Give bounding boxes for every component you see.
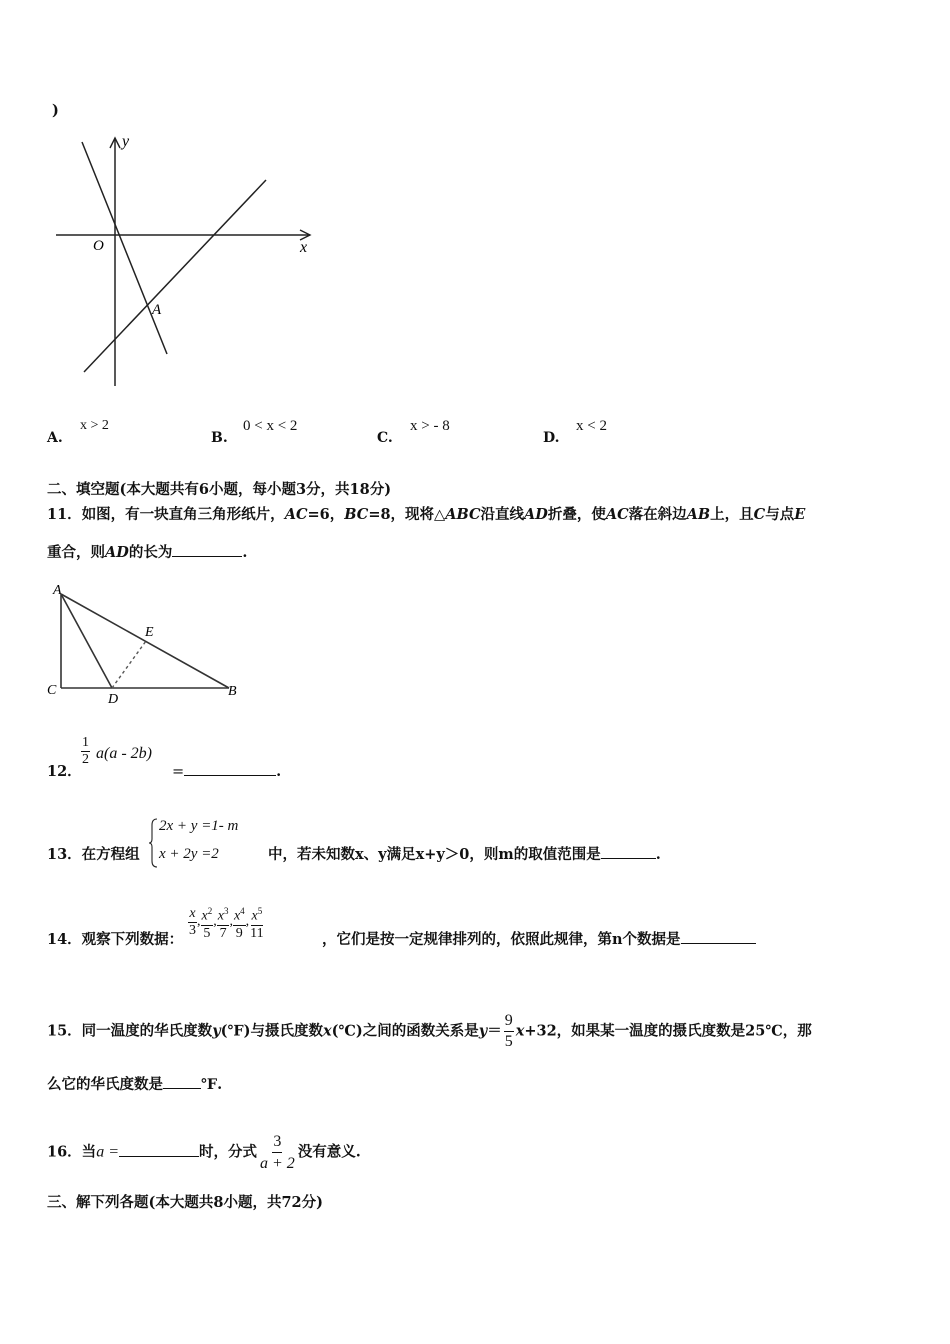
question-16-line: 16．当a = 时，分式 $\frac{3}{a + 2}$ 没有意义. bbox=[47, 1133, 361, 1172]
y-axis-label: y bbox=[122, 133, 130, 150]
answer-blank-15 bbox=[163, 1074, 201, 1089]
line-ascending bbox=[84, 180, 266, 372]
question-14-lead: 14．观察下列数据： bbox=[47, 931, 184, 948]
point-a-label: A bbox=[152, 302, 162, 318]
section3-heading: 三、解下列各题(本大题共8小题，共72分) bbox=[47, 1194, 323, 1211]
section2-heading: 二、填空题(本大题共有6小题，每小题3分，共18分) bbox=[47, 481, 392, 498]
question-12-expression: a(a - 2b) bbox=[96, 745, 152, 762]
term-2: $\frac{x^2}{5}$ bbox=[201, 903, 214, 942]
question-15-line2: 么它的华氏度数是 ℉. bbox=[47, 1076, 223, 1093]
question-12-number: 12． bbox=[47, 763, 82, 780]
term-3: $\frac{x^3}{7}$ bbox=[217, 903, 230, 942]
equation-1: 2x + y =1- m bbox=[159, 818, 239, 834]
x-axis-label: x bbox=[300, 239, 308, 256]
equation-2: x + 2y =2 bbox=[159, 846, 219, 862]
segment-de bbox=[112, 641, 146, 688]
question-11-line2: 重合，则AD的长为 . bbox=[47, 544, 248, 561]
system-brace-icon bbox=[149, 817, 159, 869]
answer-blank-14 bbox=[681, 929, 756, 944]
question-12-fraction: $\frac{1}{2}$ bbox=[82, 735, 89, 767]
option-a-expr: x > 2 bbox=[80, 418, 109, 433]
option-a-label: A. bbox=[47, 430, 63, 446]
question-15-line1: 15．同一温度的华氏度数y(℉)与摄氏度数x(℃)之间的函数关系是y＝ $\frac{9}{5}$ x+32，如果某一温度的摄氏度数是25℃，那 bbox=[47, 1012, 812, 1050]
triangle-figure bbox=[44, 578, 244, 706]
question-12-line: = . bbox=[172, 763, 282, 780]
vertex-d-label: D bbox=[108, 692, 119, 706]
option-b-label: B. bbox=[211, 430, 228, 446]
question-13-tail: 中，若未知数x、y满足x+y＞0，则m的取值范围是 . bbox=[268, 846, 661, 863]
question-13-lead: 13．在方程组 bbox=[47, 846, 140, 863]
question-11-line1: 11．如图，有一块直角三角形纸片，AC=6，BC=8，现将△ABC沿直线AD折叠，使AC落在斜边AB上，且C与点E bbox=[47, 506, 806, 523]
origin-label: O bbox=[93, 238, 104, 254]
term-5: $\frac{x^5}{11}$ bbox=[249, 903, 264, 942]
vertex-c-label: C bbox=[47, 683, 57, 698]
answer-blank-12 bbox=[184, 761, 276, 776]
option-b-expr: 0 < x < 2 bbox=[243, 418, 298, 434]
vertex-e-label: E bbox=[145, 625, 154, 640]
option-d-label: D. bbox=[543, 430, 560, 446]
sequence-terms: $\frac{x}{3}$ , $\frac{x^2}{5}$ , $\frac{x^3}{7}$ , $\frac{x^4}{9}$ , $\frac{x^5}{11}$ bbox=[188, 903, 265, 942]
vertex-a-label: A bbox=[53, 583, 62, 598]
answer-blank-13 bbox=[601, 844, 656, 859]
term-1: $\frac{x}{3}$ bbox=[189, 905, 196, 938]
question-15-fraction: $\frac{9}{5}$ bbox=[504, 1012, 513, 1050]
top-paren: ) bbox=[52, 102, 59, 119]
question-14-tail: ，它们是按一定规律排列的，依照此规律，第n个数据是 bbox=[322, 928, 756, 949]
answer-blank-16 bbox=[119, 1142, 199, 1157]
answer-blank-11 bbox=[172, 542, 242, 557]
vertex-b-label: B bbox=[228, 684, 237, 699]
option-c-expr: x > - 8 bbox=[410, 418, 450, 434]
option-d-expr: x < 2 bbox=[576, 418, 607, 434]
option-c-label: C. bbox=[377, 430, 393, 446]
coordinate-graph bbox=[48, 128, 318, 393]
question-16-fraction: $\frac{3}{a + 2}$ bbox=[259, 1133, 295, 1172]
term-4: $\frac{x^4}{9}$ bbox=[233, 903, 246, 942]
